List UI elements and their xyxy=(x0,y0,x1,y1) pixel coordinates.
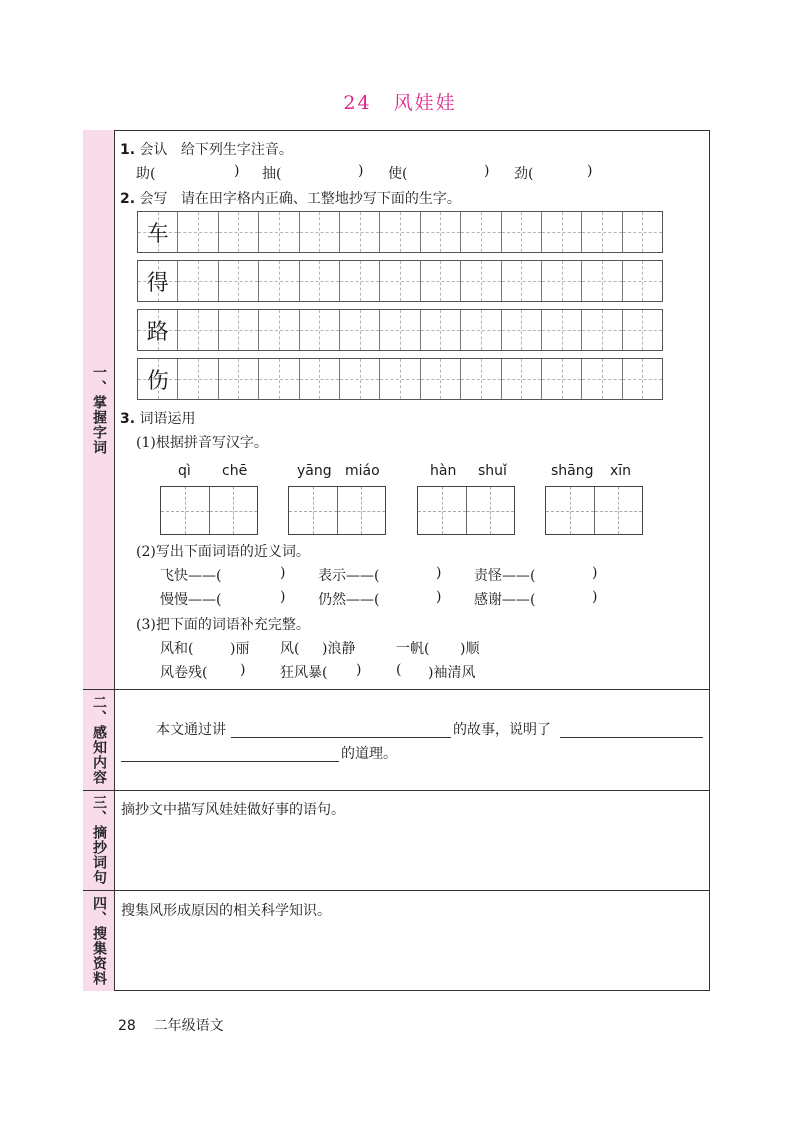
synonym-item: 仍然——( xyxy=(318,592,380,608)
pinyin: yāng xyxy=(297,463,332,479)
pinyin: chē xyxy=(222,463,248,479)
model-character: 车 xyxy=(146,221,169,247)
q3-heading: 3. 词语运用 xyxy=(120,411,196,427)
idiom-fill: )丽 xyxy=(230,641,250,657)
writing-grid-row xyxy=(137,309,663,351)
pinyin-answer-box[interactable] xyxy=(545,486,643,535)
q1-blank-close: ) xyxy=(234,163,240,179)
section-3-label: 三、摘抄词句 xyxy=(91,795,107,885)
q3-part3: (3)把下面的词语补充完整。 xyxy=(136,617,310,633)
idiom-fill: ) xyxy=(240,662,246,678)
s2-text-end: 的道理。 xyxy=(341,746,397,762)
synonym-blank-close: ) xyxy=(436,589,442,605)
q3-part2: (2)写出下面词语的近义词。 xyxy=(136,544,310,560)
synonym-blank-close: ) xyxy=(592,589,598,605)
synonym-blank-close: ) xyxy=(592,565,598,581)
answer-line[interactable] xyxy=(121,761,339,762)
s2-text-mid: 的故事，说明了 xyxy=(453,722,551,738)
pinyin: hàn xyxy=(430,463,457,479)
idiom-fill: 一帆( xyxy=(396,641,430,657)
writing-grid-row xyxy=(137,358,663,400)
pinyin-answer-box[interactable] xyxy=(160,486,258,535)
pinyin: shāng xyxy=(551,463,594,479)
book-title: 二年级语文 xyxy=(153,1018,224,1034)
model-character: 伤 xyxy=(146,368,169,394)
s2-text-start: 本文通过讲 xyxy=(156,722,226,738)
writing-grid-row xyxy=(137,211,663,253)
q1-item: 劲( xyxy=(514,166,534,182)
page-footer xyxy=(118,1015,224,1035)
answer-line[interactable] xyxy=(560,737,703,738)
pinyin: xīn xyxy=(610,463,632,479)
section-1-label: 一、掌握字词 xyxy=(91,364,107,455)
idiom-fill: 风和( xyxy=(160,641,194,657)
q1-blank-close: ) xyxy=(587,163,593,179)
idiom-fill: ( xyxy=(396,662,402,678)
section-divider xyxy=(83,689,710,690)
idiom-fill: )顺 xyxy=(460,641,480,657)
section-4-label: 四、搜集资料 xyxy=(91,895,107,986)
q1-blank-close: ) xyxy=(484,163,490,179)
synonym-item: 感谢——( xyxy=(474,592,536,608)
s4-prompt: 搜集风形成原因的相关科学知识。 xyxy=(121,903,331,919)
q2-heading: 2. 会写 请在田字格内正确、工整地抄写下面的生字。 xyxy=(120,191,461,207)
synonym-item: 责怪——( xyxy=(474,568,536,584)
lesson-number: 24 xyxy=(343,92,372,114)
pinyin: shuǐ xyxy=(478,463,507,479)
q1-item: 助( xyxy=(136,166,156,182)
idiom-fill: 狂风暴( xyxy=(280,665,328,681)
pinyin: qì xyxy=(178,463,191,479)
idiom-fill: 风卷残( xyxy=(160,665,208,681)
idiom-fill: 风( xyxy=(280,641,300,657)
pinyin-answer-box[interactable] xyxy=(288,486,386,535)
lesson-title: 风娃娃 xyxy=(393,92,457,114)
writing-grid-row xyxy=(137,260,663,302)
synonym-blank-close: ) xyxy=(436,565,442,581)
answer-line[interactable] xyxy=(231,737,451,738)
page-title xyxy=(0,88,800,115)
section-divider xyxy=(83,890,710,891)
synonym-blank-close: ) xyxy=(280,565,286,581)
page-number: 28 xyxy=(118,1018,136,1034)
synonym-blank-close: ) xyxy=(280,589,286,605)
q1-heading: 1. 会认 给下列生字注音。 xyxy=(120,142,293,158)
model-character: 得 xyxy=(146,270,169,296)
idiom-fill: )浪静 xyxy=(322,641,356,657)
synonym-item: 慢慢——( xyxy=(160,592,222,608)
pinyin: miáo xyxy=(345,463,380,479)
idiom-fill: ) xyxy=(356,662,362,678)
q1-blank-close: ) xyxy=(358,163,364,179)
pinyin-answer-box[interactable] xyxy=(417,486,515,535)
synonym-item: 表示——( xyxy=(318,568,380,584)
model-character: 路 xyxy=(146,319,169,345)
s3-prompt: 摘抄文中描写风娃娃做好事的语句。 xyxy=(121,802,345,818)
section-divider xyxy=(83,790,710,791)
idiom-fill: )袖清风 xyxy=(428,665,476,681)
section-2-label: 二、感知内容 xyxy=(91,694,107,785)
synonym-item: 飞快——( xyxy=(160,568,222,584)
q1-item: 使( xyxy=(388,166,408,182)
q3-part1: (1)根据拼音写汉字。 xyxy=(136,435,268,451)
q1-item: 抽( xyxy=(262,166,282,182)
